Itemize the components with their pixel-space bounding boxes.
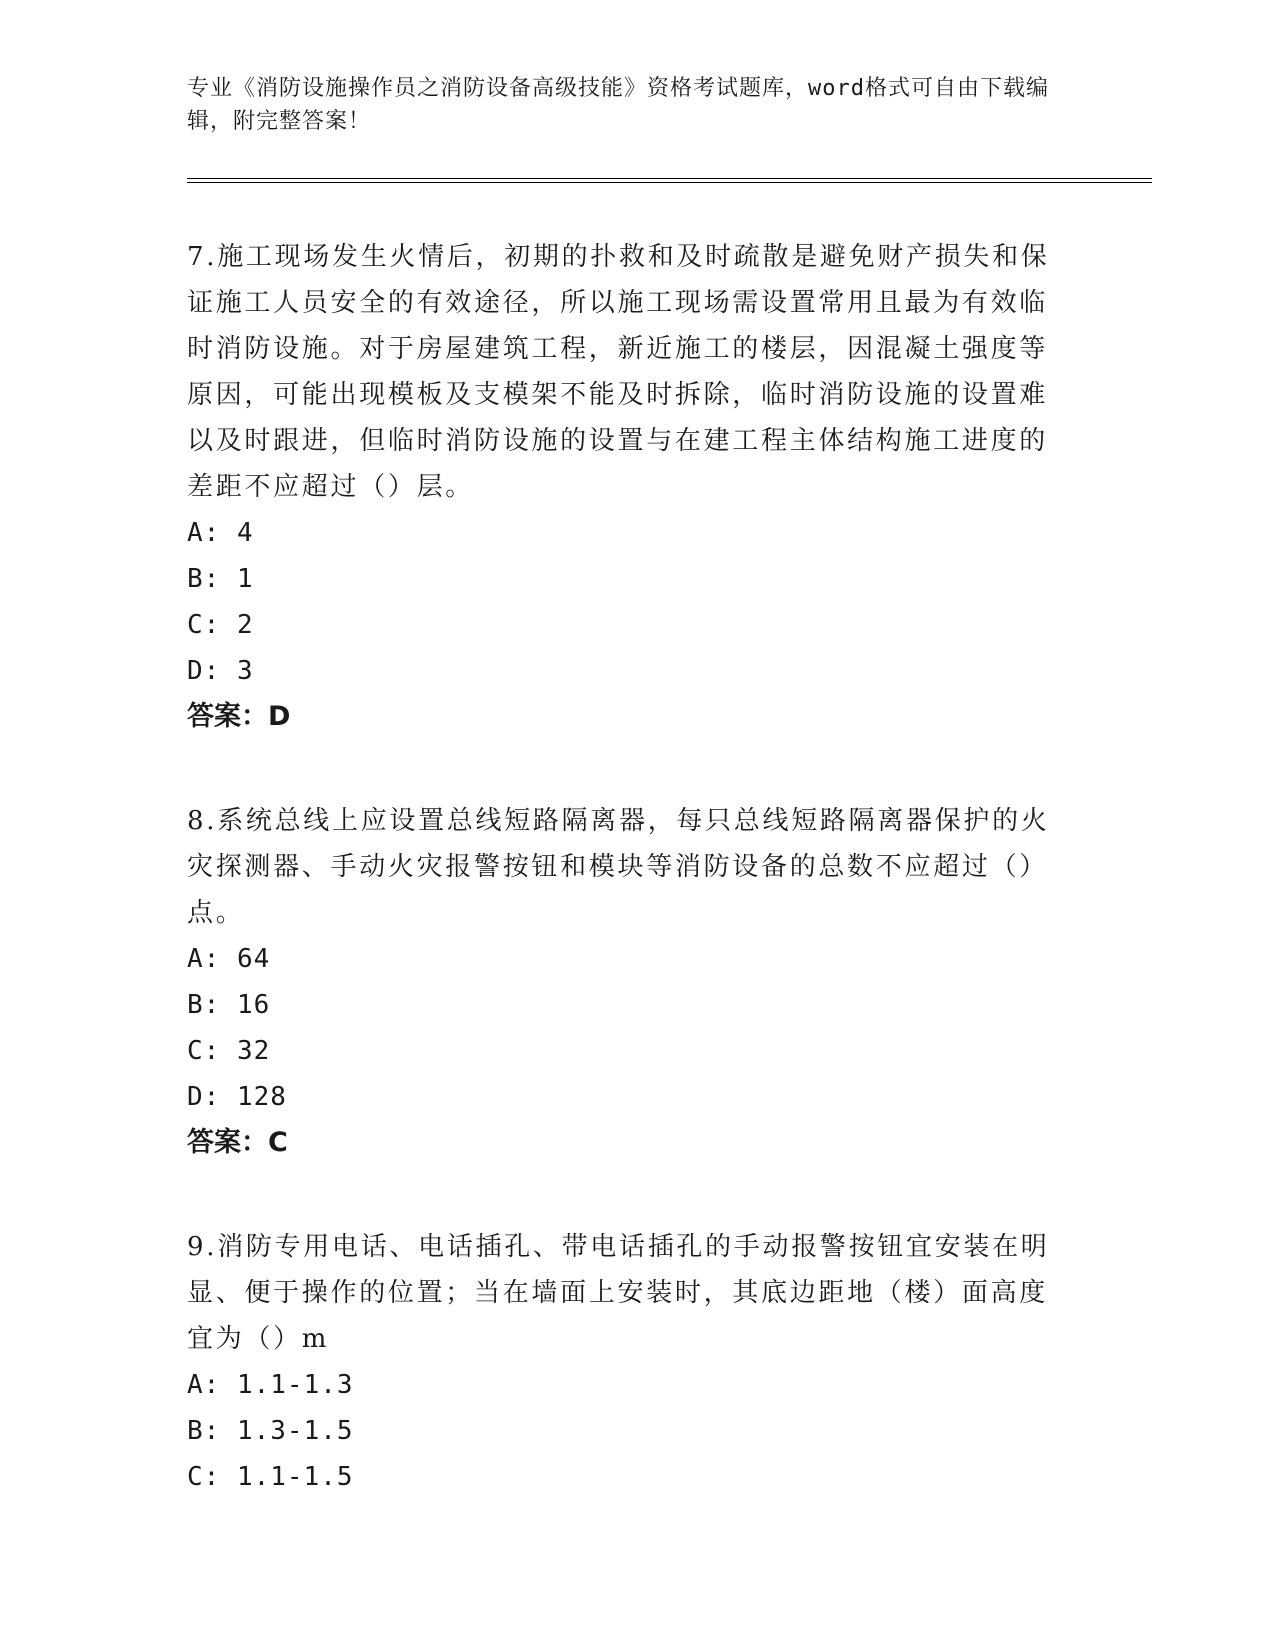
option-c: C: 2 [187, 610, 254, 640]
option-b: B: 1 [187, 564, 254, 594]
option-a: A: 4 [187, 518, 254, 548]
answer-label: 答案：D [187, 701, 291, 732]
question-stem: 8.系统总线上应设置总线短路隔离器，每只总线短路隔离器保护的火灾探测器、手动火灾报警按钮和模块等消防设备的总数不应超过（）点。 [187, 806, 1050, 928]
question-stem: 7.施工现场发生火情后，初期的扑救和及时疏散是避免财产损失和保证施工人员安全的有效途径，所以施工现场需设置常用且最为有效临时消防设施。对于房屋建筑工程，新近施工的楼层，因混凝土强度等原因，可能出现模板及支模架不能及时拆除，临时消防设施的设置难以及时跟进，但临时消防设施的设置与在建工程主体结构施工进度的差距不应超过（）层。 [187, 242, 1050, 502]
option-c: C: 32 [187, 1036, 271, 1066]
question-list [187, 234, 1067, 1558]
option-d: D: 3 [187, 656, 254, 686]
option-a: A: 64 [187, 944, 271, 974]
question-9 [187, 1224, 1067, 1500]
question-stem: 9.消防专用电话、电话插孔、带电话插孔的手动报警按钮宜安装在明显、便于操作的位置；当在墙面上安装时，其底边距地（楼）面高度宜为（）m [187, 1232, 1050, 1354]
option-b: B: 1.3-1.5 [187, 1416, 354, 1446]
question-7 [187, 234, 1067, 740]
header-divider [187, 178, 1152, 183]
option-a: A: 1.1-1.3 [187, 1370, 354, 1400]
option-b: B: 16 [187, 990, 271, 1020]
option-d: D: 128 [187, 1082, 287, 1112]
option-c: C: 1.1-1.5 [187, 1462, 354, 1492]
question-8 [187, 798, 1067, 1166]
answer-label: 答案：C [187, 1127, 288, 1158]
header-description: 专业《消防设施操作员之消防设备高级技能》资格考试题库，word格式可自由下载编辑，附完整答案！ [187, 76, 1049, 134]
